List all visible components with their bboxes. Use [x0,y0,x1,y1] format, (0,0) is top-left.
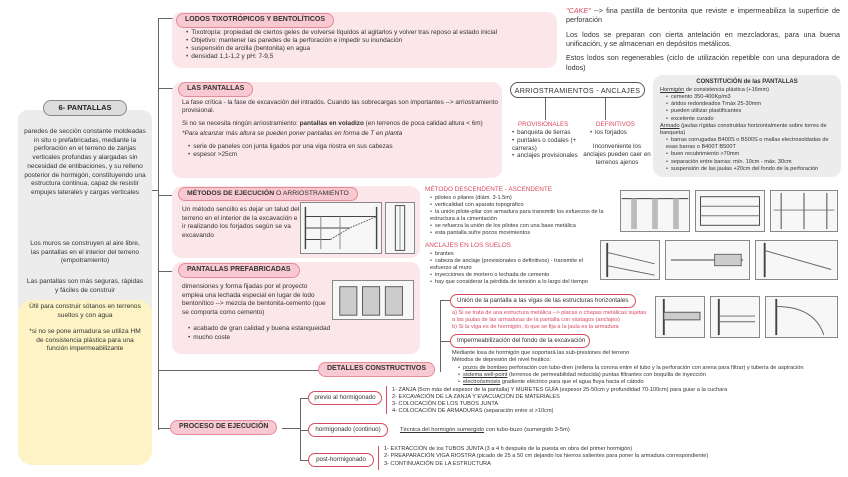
post-step: 1- EXTRACCIÓN de los TUBOS JUNTA (3 a 4 h después de la puesta en obra del primer hormigón) [384,446,633,452]
post-step: 2- PREAPARACIÓN VIGA RIOSTRA (picado de 25 a 50 cm dejando los hierros salientes para poner la armadura correspondiente) [384,453,709,460]
anchor-detail-drawing [666,241,749,279]
item-term: sistema well-point [462,371,508,378]
pantallas-p2 [182,120,498,128]
cake-label: "CAKE" [566,6,591,15]
grid-drawing [771,191,837,231]
definition-text: paredes de sección constante moldeadas in situ o prefabricadas, mediante la perforación en el terreno de zanjas verticales profundas y alargadas sin necesidad de entibaciones, y su relleno posterior de hormigón, constituyendo una estructura continua, capaz de resistir empujes laterales y cargas verticales [24,128,146,196]
hormigon-desc: de consistencia plástica (+16mm) [684,87,769,93]
anclajes-title: ANCLAJES EN LOS SUELOS [425,242,511,249]
metodos-title [178,187,358,201]
pantallas-title: LAS PANTALLAS [178,82,253,97]
list-item: • suspensión de arcilla (bentonita) en agua [186,45,551,53]
proceso-branch-mid [282,428,300,429]
foundation-sketch-3 [770,190,838,232]
list-item: • Objetivo: mantener las paredes de la perforación e impedir su inundación [186,37,551,45]
constitucion-content [660,87,838,173]
list-item: • anclajes provisionales [512,152,580,160]
beam-joint-drawing [656,297,704,337]
detalles-title: DETALLES CONSTRUCTIVOS [318,362,435,377]
metodos-sketch [300,202,382,254]
continuo-term: Técnica del hormigón sumergido [400,427,485,433]
list-item: • pueden utilizar plastificantes [666,108,838,115]
yellow-text-1: Los muros se construyen al aire libre, las pantallas en el interior del terreno (empotramiento) [30,240,140,265]
descendente-list [430,195,610,237]
pantallas-p1: La fase crítica - la fase de excavación del intradós. Cuando las sobrecargas son importantes --> arriostramiento provisional. [182,99,498,115]
armado-list [666,137,838,173]
p2-a: Si no se necesita ningún arriostramiento: [182,119,300,127]
beam-curve-drawing [766,297,837,337]
pile-sketch [385,202,415,254]
metodos-title-bold: MÉTODOS DE EJECUCIÓN [187,190,275,197]
item-term: electroósmosis [462,379,501,386]
imperm-content [452,350,840,386]
union-sketch-3 [765,296,838,338]
list-item: • separación entre barras: mín. 10cm - máx. 30cm [666,159,838,166]
list-item: • brantes [430,251,598,258]
continuo-desc: con tubo-buzo (sumergido 3-5m) [484,427,570,433]
definitivos-note: Inconveniente los anclajes pueden caer en terrenos ajenos [583,143,651,166]
list-item: • serie de paneles con junta ligados por una viga riostra en sus cabezas [188,143,498,151]
continuo-content [400,427,700,434]
metodos-text: Un método sencillo es dejar un talud del terreno en el interior de la excavación e ir realizando los forjados según se va excavando [182,206,300,240]
list-item: • espesor >25cm [188,151,498,159]
branch-detalles [158,370,318,371]
proceso-branch-post [300,460,308,461]
list-item: • inyecciones de mortero o lechada de cemento [430,272,598,279]
hormigon-list [666,94,838,123]
cake-line-2: Los lodos se preparan con cierta antelación en mezcladoras, para una buena unificación, y se almacenan en depósitos metálicos. [566,29,840,49]
cake-line-3: Estos lodos son regenerables (ciclo de utilización repetible con una depuradora de lodos) [566,53,840,72]
detalles-to-imperm [440,341,450,342]
tree-trunk [158,18,159,430]
cake-desc: --> fina pastilla de bentonita que reviste e impermeabiliza la superficie de perforación [566,6,840,25]
previo-step: 2- EXCAVACIÓN DE LA ZANJA Y EVACUACIÓN DE MATERIALES [392,393,560,400]
detalles-to-union [440,300,450,301]
pantallas-list [188,143,498,160]
list-item: • hay que considerar la pérdida de tensión a lo largo del tiempo [430,279,598,286]
pantallas-content [182,99,498,160]
detalles-branch-up [440,300,441,372]
left-column [18,100,152,465]
list-item: • banqueta de tierras [512,129,580,137]
foundation-sketch-2 [695,190,765,232]
previo-label: previo al hormigonado [308,391,382,405]
proceso-title: PROCESO DE EJECUCIÓN [170,420,277,435]
provisionales-title: PROVISIONALES [518,121,569,128]
provisionales-list [512,129,580,160]
anchor-sketch-2 [665,240,750,280]
list-item: • esta pantalla sufre pocos movimientos [430,230,610,237]
union-a [452,310,647,324]
armado-label: Armado [660,122,680,129]
hormigon-line [660,87,838,94]
list-item: • se refuerza la unión de los pilotes con una base metálica [430,223,610,230]
previo-step: 3- COLOCACIÓN DE LOS TUBOS JUNTA [392,400,499,407]
item-term: pozos de bombeo [462,364,508,371]
continuo-label: hormigonado (continuo) [308,423,388,437]
list-item: • la unión pilote-pilar con armadura para transmitir los esfuerzos de la estructura a la cimentación [430,209,610,223]
yellow-box [18,300,152,465]
imperm-title: Impermeabilización del fondo de la excavación [450,334,590,348]
list-item [458,372,840,379]
item-desc: perforación con tubo-dren (rellena la corona entre el tubo y la perforación con arena para filtrar) y tubería de aspiración [507,364,804,371]
tree-branch [152,190,158,191]
post-bracket [378,446,382,470]
list-item: • excelente curado [666,116,838,123]
yellow-text-3: Útil para construir sótanos en terrenos sueltos y con agua [29,303,141,319]
prefab-list [188,325,388,342]
prefab-text: dimensiones y forma fijadas por el proyecto emplea una lechada especial en lugar de lodo bentonítico --> mezcla de bentonita-cemento (que se comporta como cemento) [182,283,326,316]
section-title: 6- PANTALLAS [43,100,127,116]
anchor-sketch-1 [600,240,660,280]
anchor-section-drawing [756,241,837,279]
imperm-line-1: Mediante losa de hormigón que soportará las sub-presiones del terreno [452,350,630,356]
p2-c: (en terrenos de poca calidad altura < 6m) [363,119,483,127]
previo-step: 1- ZANJA (5cm más del espesor de la pantalla) Y MURETES GUÍA (espesor 25-50cm y profundidad 70-100cm) para guiar a la cuchara [392,387,728,393]
item-desc: gradiente eléctrico para que el agua fluya hacia el cátodo [500,379,644,386]
prefab-sketch [332,280,414,320]
anchor-drawing [601,241,659,279]
union-sketch-1 [655,296,705,338]
list-item: • verticalidad con aparato topográfico [430,202,610,209]
previo-step: 4- COLOCACIÓN DE ARMADURAS (separación entre si >10cm) [392,407,554,414]
hormigon-label: Hormigón [660,87,685,93]
anclajes-list [430,251,598,286]
item-desc: (terrenos de permeabilidad reducida) puntas filtrantes con boquilla de inyección [507,371,706,378]
union-title: Unión de la pantalla a las vigas de las estructuras horizontales [450,294,636,308]
arr-line-prov [545,98,546,120]
list-item [458,379,840,386]
beam-rebar-drawing [711,297,759,337]
list-item: • los forjados [590,129,627,137]
imperm-line-2: Métodos de depresión del nivel freático: [452,357,551,364]
list-item: • buen recubrimiento >70mm [666,151,838,158]
prefab-panel-drawing [333,281,413,319]
anchor-sketch-3 [755,240,838,280]
prefab-title: PANTALLAS PREFABRICADAS [178,263,300,278]
metodos-title-rest: O ARRIOSTRAMIENTO [274,190,349,197]
foundation-sketch-1 [620,190,690,232]
list-item: • puntales o codales (+ carreras) [512,137,580,153]
yellow-text-2: Las pantallas son más seguras, rápidas y fáciles de construir [26,278,144,294]
yellow-text-4: *si no se pone armadura se utiliza HM de consistencia plástica para una función impermeabilizante [29,328,141,353]
imperm-list [458,365,840,387]
cake-line-1 [566,6,840,25]
list-item [458,365,840,372]
lodos-list [186,29,551,62]
p2-b: pantallas en voladizo [299,119,364,127]
pile-section-drawing [621,191,689,231]
constitucion-title: CONSTITUCIÓN de las PANTALLAS [696,79,798,85]
list-item: • acabado de gran calidad y buena estanqueidad [188,325,388,334]
list-item: • Tixotropía: propiedad de ciertos geles de volverse líquidos al agitarlos y volver tras reposo al estado inicial [186,29,551,37]
union-sketch-2 [710,296,760,338]
descendente-title: MÉTODO DESCENDENTE - ASCENDENTE [425,186,553,193]
list-item: • mucho coste [188,334,388,343]
pantallas-p3: *Para alcanzar más altura se pueden poner pantallas en forma de T en planta [182,130,403,138]
armado-desc: (jaulas rígidas construidas horizontalmente sobre torres de banqueta) [660,122,827,136]
previo-content [392,387,842,415]
list-item: • suspensión de las jaulas +20cm del fondo de la perforación [666,166,838,173]
proceso-branch-top [300,398,308,399]
list-item: • áridos redondeados Tmáx 25-30mm [666,101,838,108]
post-label: post-hormigonado [308,453,374,467]
arriostramientos-title: ARRIOSTRAMIENTOS - ANCLAJES [510,82,645,98]
union-a-text: a) Si se trata de una estructura metálica --> placas o chapas metálicas sujetas a las jaulas de las armaduras de la pantalla con vástagos (anclajes) [452,310,647,323]
lodos-title: LODOS TIXOTRÓPICOS Y BENTOLÍTICOS [176,13,334,28]
proceso-branch-cont [300,430,308,431]
post-step: 3- CONTINUACIÓN DE LA ESTRUCTURA [384,460,491,467]
definitivos-title: DEFINITIVOS [596,121,635,128]
pile-drawing [386,203,414,253]
slab-drawing [696,191,764,231]
union-b [452,324,647,331]
armado-line [660,123,838,137]
union-b-text: b) Si la viga es de hormigón, lo que se fija a la jaula es la armadura [452,324,619,330]
list-item: • cemento 350-400Kp/m3 [666,94,838,101]
cake-text [566,6,840,72]
previo-bracket [386,386,390,414]
branch-proceso [158,428,170,429]
list-item: • densidad 1,1-1,2 y pH: 7-9,5 [186,53,551,61]
proceso-trunk [300,398,301,460]
excavation-drawing [301,203,381,253]
definitivos-list [590,129,627,137]
arr-line-def [605,98,606,120]
list-item: • cabeza de anclaje (provisionales o definitivos) - transmite el esfuerzo al muro [430,258,598,272]
post-content [384,446,840,468]
list-item: • barras corrugadas B400S o B500S o mallas electrosoldadas de esas barras o B400T B500T [666,137,838,151]
list-item: • pilotes o pilares (diám. 3-1.5m) [430,195,610,202]
